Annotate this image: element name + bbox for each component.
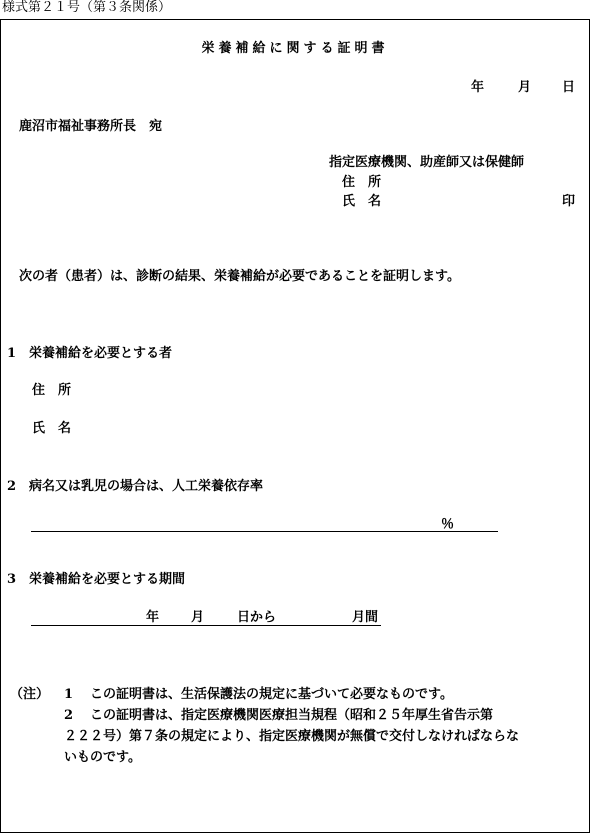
period-line [31, 625, 381, 626]
document-title: 栄養補給に関する証明書 [201, 41, 389, 56]
addressee: 鹿沼市福祉事務所長 宛 [19, 119, 163, 134]
note2-continuation-1: ２２２号）第７条の規定により、指定医療機関が無償で交付しなければならな [64, 729, 520, 744]
period-year-label: 年 [146, 610, 160, 625]
patient-name-label: 氏 名 [32, 421, 72, 436]
seal-mark: 印 [562, 194, 576, 209]
issuer-title: 指定医療機関、助産師又は保健師 [329, 155, 525, 170]
dependency-rate-line [31, 531, 498, 532]
section3-heading: 3 栄養補給を必要とする期間 [7, 572, 186, 587]
notes-label: （注） [10, 687, 50, 702]
period-months-label: 月間 [352, 610, 379, 625]
percent-sign: ％ [441, 517, 455, 532]
note2-text: この証明書は、指定医療機関医療担当規程（昭和２５年厚生省告示第 [90, 708, 494, 723]
date-month-label: 月 [518, 80, 532, 95]
note1-text: この証明書は、生活保護法の規定に基づいて必要なものです。 [90, 687, 453, 702]
period-month-label: 月 [191, 610, 205, 625]
issuer-name-label: 氏 名 [342, 194, 382, 209]
section2-heading: 2 病名又は乳児の場合は、人工栄養依存率 [7, 479, 264, 494]
date-day-label: 日 [562, 80, 576, 95]
note2-number: 2 [64, 708, 74, 723]
note1-number: 1 [64, 687, 74, 702]
section1-heading: 1 栄養補給を必要とする者 [7, 346, 173, 361]
patient-address-label: 住 所 [32, 383, 72, 398]
note2-continuation-2: いものです。 [64, 750, 141, 765]
certification-statement: 次の者（患者）は、診断の結果、栄養補給が必要であることを証明します。 [19, 269, 460, 284]
form-number: 様式第２１号（第３条関係） [2, 0, 172, 15]
period-from-label: 日から [237, 610, 277, 625]
date-year-label: 年 [471, 80, 485, 95]
issuer-address-label: 住 所 [342, 175, 382, 190]
